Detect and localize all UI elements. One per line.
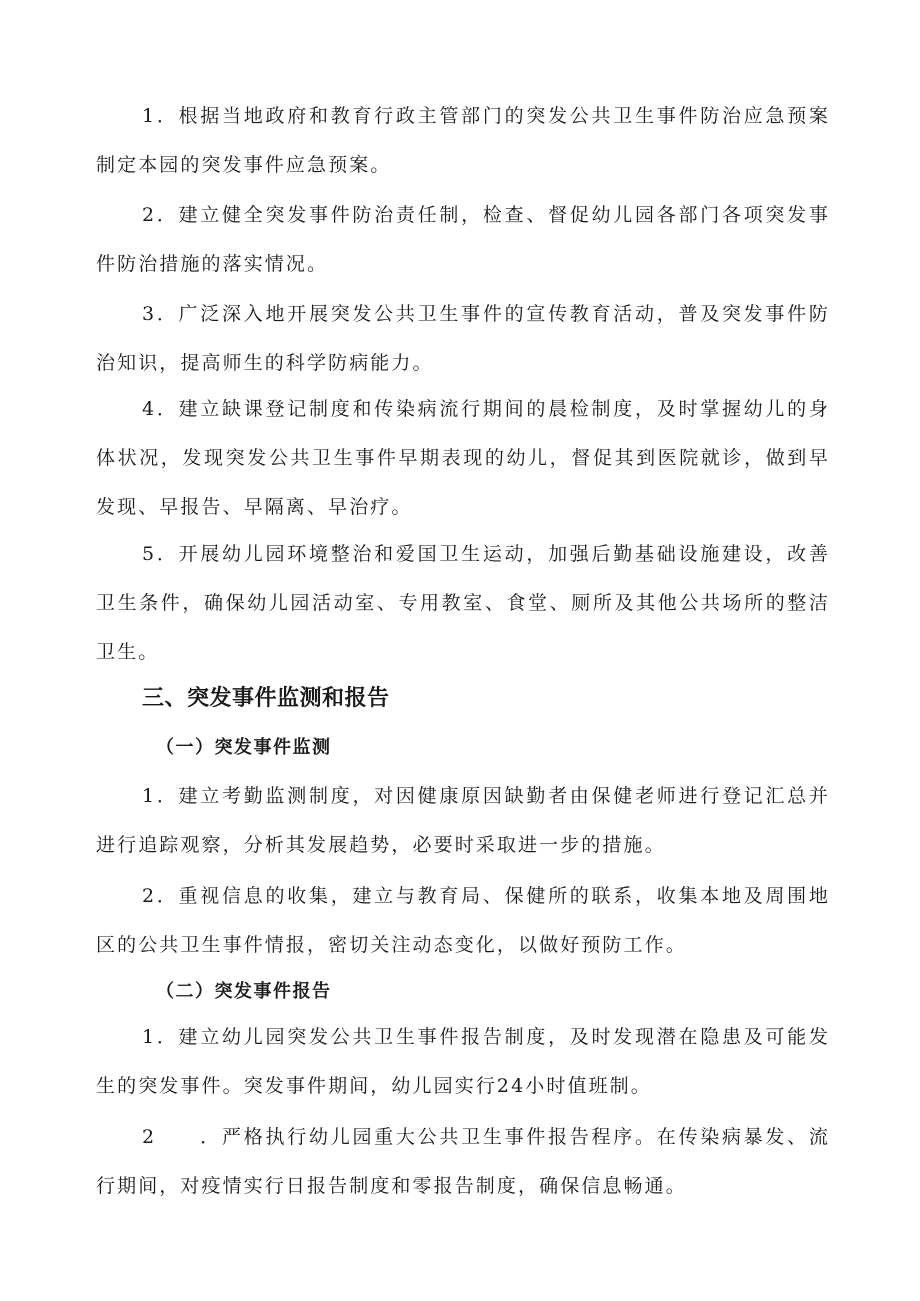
section2-item-1 [96, 92, 830, 190]
section2-item-3 [96, 290, 830, 388]
paragraph-text: 2．建立健全突发事件防治责任制，检查、督促幼儿园各部门各项突发事件防治措施的落实情况。 [96, 204, 830, 275]
section2-item-2 [96, 191, 830, 289]
report-heading: （二）突发事件报告 [156, 981, 332, 1002]
paragraph-text: 4．建立缺课登记制度和传染病流行期间的晨检制度，及时掌握幼儿的身体状况，发现突发公共卫生事件早期表现的幼儿，督促其到医院就诊，做到早发现、早报告、早隔离、早治疗。 [96, 398, 830, 518]
paragraph-text: 2 ．严格执行幼儿园重大公共卫生事件报告程序。在传染病暴发、流行期间，对疫情实行日报告制度和零报告制度，确保信息畅通。 [96, 1126, 830, 1197]
section2-item-5 [96, 530, 830, 677]
paragraph-text: 2．重视信息的收集，建立与教育局、保健所的联系，收集本地及周围地区的公共卫生事件情报，密切关注动态变化，以做好预防工作。 [96, 885, 830, 956]
report-item-1 [96, 1013, 830, 1111]
paragraph-text: 1．建立幼儿园突发公共卫生事件报告制度，及时发现潜在隐患及可能发生的突发事件。突发事件期间，幼儿园实行24小时值班制。 [96, 1026, 830, 1097]
paragraph-text: 1．根据当地政府和教育行政主管部门的突发公共卫生事件防治应急预案制定本园的突发事件应急预案。 [96, 105, 830, 176]
section3-heading: 三、突发事件监测和报告 [142, 686, 390, 711]
monitoring-heading: （一）突发事件监测 [156, 737, 332, 758]
monitoring-item-2 [96, 872, 830, 970]
report-item-2 [96, 1113, 830, 1211]
paragraph-text: 5．开展幼儿园环境整治和爱国卫生运动，加强后勤基础设施建设，改善卫生条件，确保幼儿园活动室、专用教室、食堂、厕所及其他公共场所的整洁卫生。 [96, 543, 830, 663]
monitoring-item-1 [96, 772, 830, 870]
paragraph-text: 3．广泛深入地开展突发公共卫生事件的宣传教育活动，普及突发事件防治知识，提高师生的科学防病能力。 [96, 303, 830, 374]
paragraph-text: 1．建立考勤监测制度，对因健康原因缺勤者由保健老师进行登记汇总并进行追踪观察，分析其发展趋势，必要时采取进一步的措施。 [96, 785, 830, 856]
section2-item-4 [96, 385, 830, 532]
